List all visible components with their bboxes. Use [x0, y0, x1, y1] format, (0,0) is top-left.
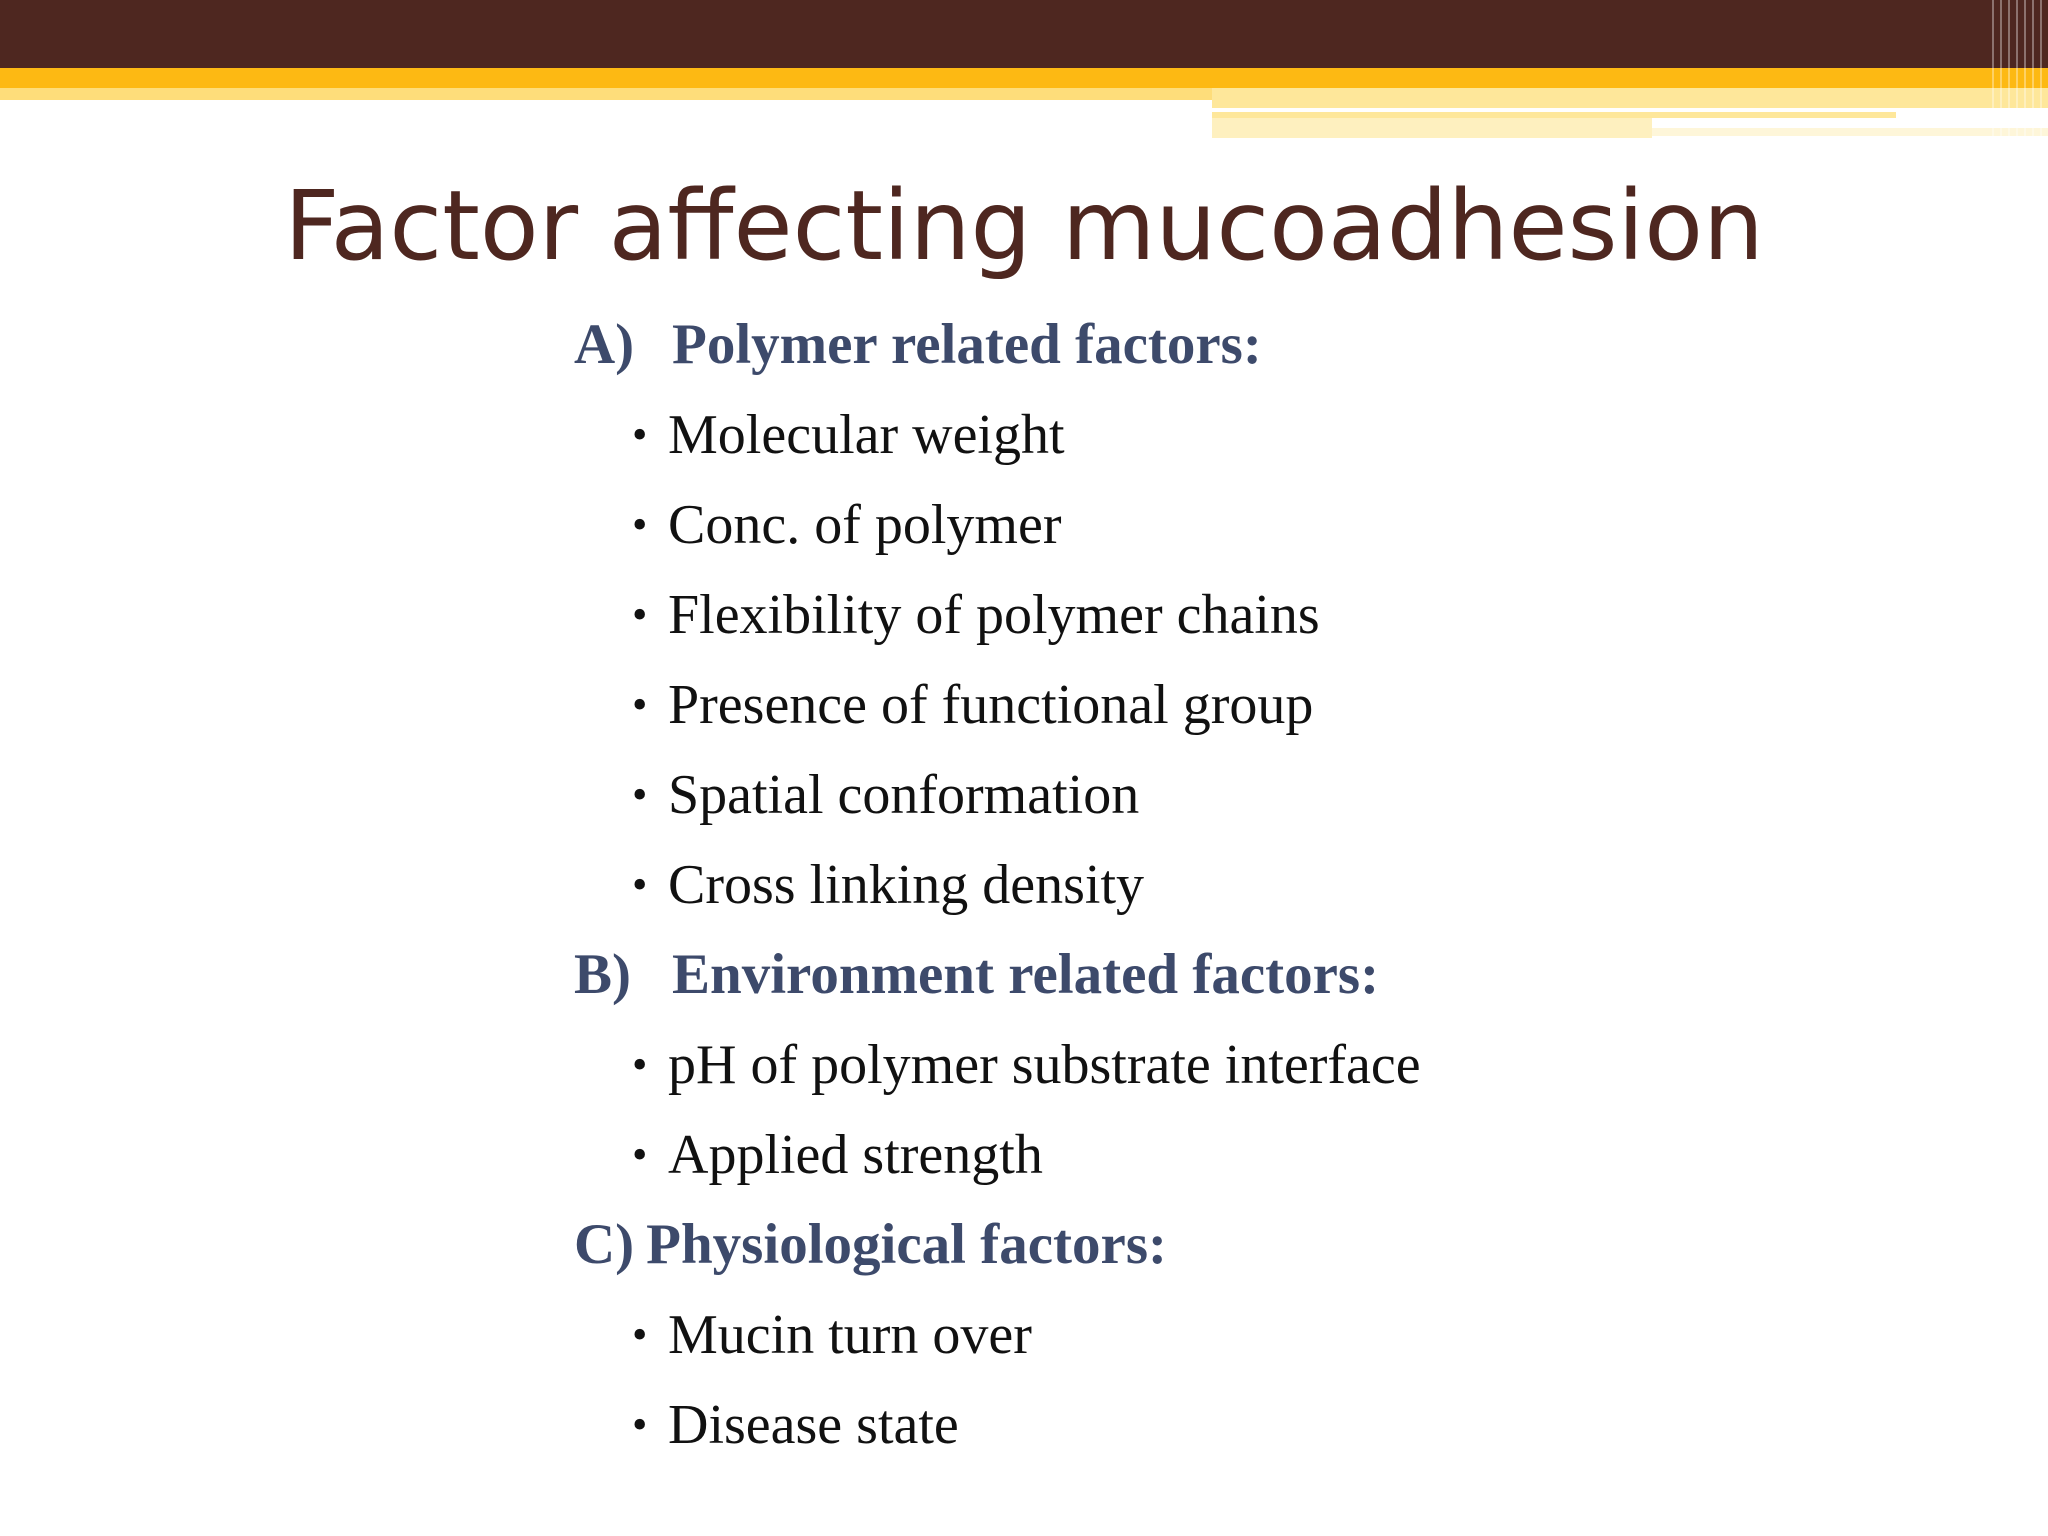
- bullet-icon: •: [632, 860, 648, 909]
- section-heading-physiological: [574, 1200, 1974, 1290]
- list-item: [574, 750, 1974, 840]
- list-item-text: Flexibility of polymer chains: [668, 584, 1320, 646]
- list-item: [574, 840, 1974, 930]
- list-item: [574, 480, 1974, 570]
- bullet-icon: •: [632, 1040, 648, 1089]
- section-heading-environment: [574, 930, 1974, 1020]
- bullet-icon: •: [632, 590, 648, 639]
- section-heading-text: Physiological factors:: [646, 1213, 1167, 1276]
- bullet-icon: •: [632, 500, 648, 549]
- header-edge-stripes: [1986, 0, 2048, 140]
- list-item-text: Disease state: [668, 1394, 959, 1456]
- list-item: [574, 1020, 1974, 1110]
- list-item-text: pH of polymer substrate interface: [668, 1034, 1421, 1096]
- section-heading-text: Environment related factors:: [672, 943, 1380, 1006]
- bullet-icon: •: [632, 1400, 648, 1449]
- list-item-text: Cross linking density: [668, 854, 1145, 916]
- list-item-text: Presence of functional group: [668, 674, 1314, 736]
- header-band-accent-b: [1212, 118, 1652, 138]
- list-item-text: Applied strength: [668, 1124, 1043, 1186]
- bullet-icon: •: [632, 410, 648, 459]
- list-item: [574, 1380, 1974, 1470]
- list-item: [574, 660, 1974, 750]
- bullet-icon: •: [632, 680, 648, 729]
- section-marker: A): [574, 313, 635, 376]
- list-item-text: Molecular weight: [668, 404, 1065, 466]
- list-item-text: Conc. of polymer: [668, 494, 1062, 556]
- header-band-accent-a: [1212, 88, 2048, 108]
- slide-title: Factor affecting mucoadhesion: [284, 170, 1764, 282]
- list-item: [574, 390, 1974, 480]
- section-marker: C): [574, 1213, 635, 1276]
- bullet-icon: •: [632, 1310, 648, 1359]
- list-item: [574, 1290, 1974, 1380]
- list-item: [574, 1110, 1974, 1200]
- bullet-icon: •: [632, 1130, 648, 1179]
- section-heading-text: Polymer related factors:: [672, 313, 1262, 376]
- list-item-text: Spatial conformation: [668, 764, 1140, 826]
- list-item-text: Mucin turn over: [668, 1304, 1032, 1366]
- header-band-gold: [0, 68, 2048, 88]
- bullet-icon: •: [632, 770, 648, 819]
- section-heading-polymer: [574, 300, 1974, 390]
- header-band-gold-pale: [0, 88, 1212, 100]
- list-item: [574, 570, 1974, 660]
- factor-list: [574, 300, 1974, 1470]
- section-marker: B): [574, 943, 631, 1006]
- header-band-brown: [0, 0, 2048, 68]
